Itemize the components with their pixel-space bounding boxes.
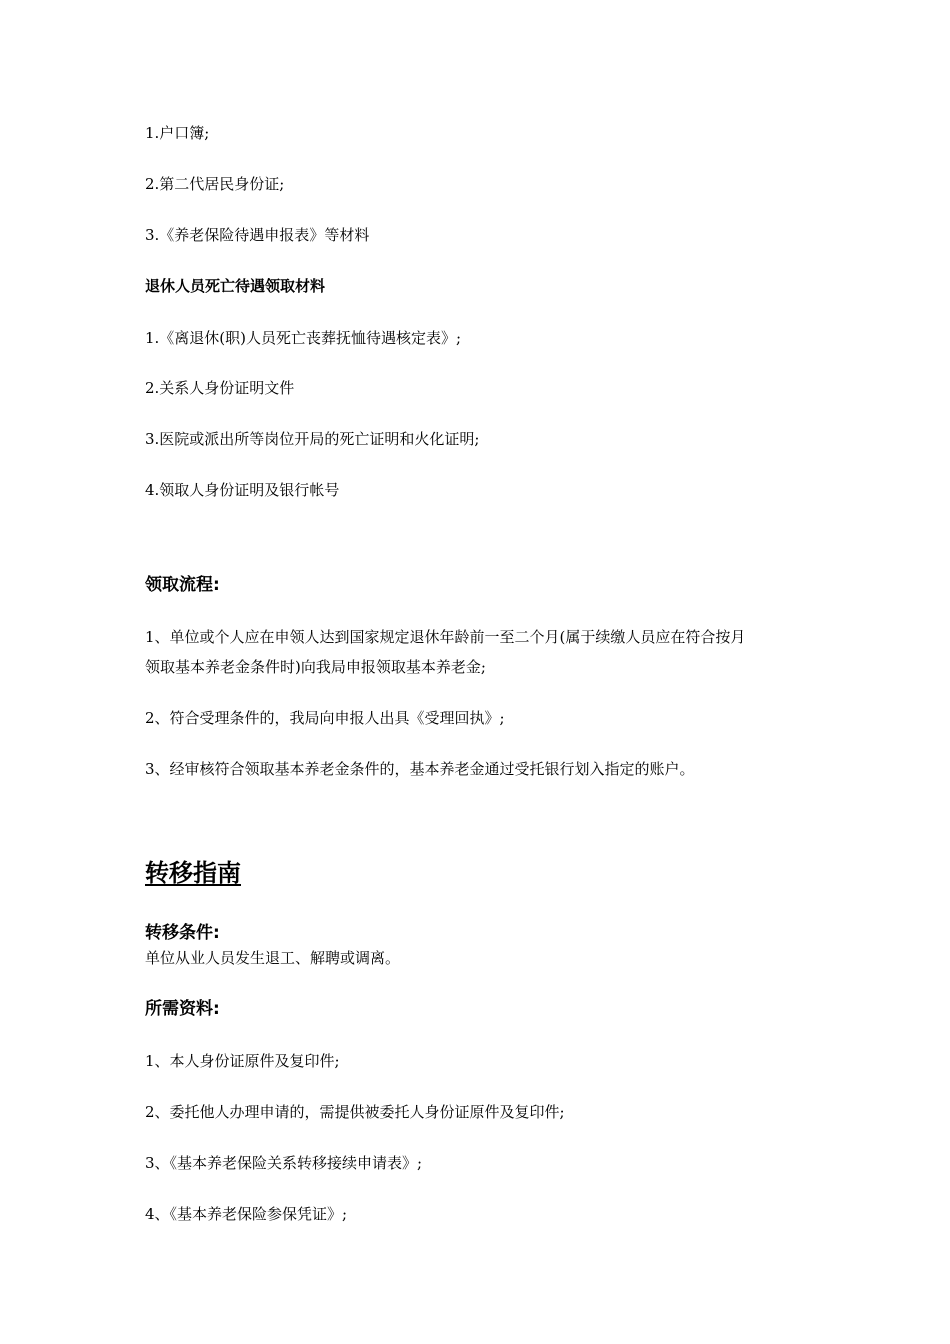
claim-process-step: 3、经审核符合领取基本养老金条件的，基本养老金通过受托银行划入指定的账户。	[145, 760, 695, 778]
pension-material-item: 1.户口簿;	[145, 124, 210, 142]
death-benefits-item: 2.关系人身份证明文件	[145, 379, 295, 397]
death-benefits-item: 3.医院或派出所等岗位开局的死亡证明和火化证明;	[145, 430, 480, 448]
transfer-conditions-heading: 转移条件:	[145, 923, 220, 943]
claim-process-step: 2、符合受理条件的，我局向申报人出具《受理回执》;	[145, 709, 505, 727]
claim-process-heading: 领取流程:	[145, 575, 220, 595]
required-material-item: 4、《基本养老保险参保凭证》;	[145, 1205, 348, 1223]
death-benefits-item: 4.领取人身份证明及银行帐号	[145, 481, 340, 499]
death-benefits-item: 1.《离退休(职)人员死亡丧葬抚恤待遇核定表》;	[145, 329, 462, 347]
required-material-item: 1、本人身份证原件及复印件;	[145, 1052, 340, 1070]
transfer-guide-title: 转移指南	[145, 859, 241, 887]
pension-material-item: 2.第二代居民身份证;	[145, 175, 285, 193]
required-material-item: 2、委托他人办理申请的，需提供被委托人身份证原件及复印件;	[145, 1103, 565, 1121]
claim-process-step: 1、单位或个人应在申领人达到国家规定退休年龄前一至二个月(属于续缴人员应在符合按月	[145, 628, 746, 646]
transfer-conditions-text: 单位从业人员发生退工、解聘或调离。	[145, 949, 401, 967]
pension-material-item: 3.《养老保险待遇申报表》等材料	[145, 226, 370, 244]
required-material-item: 3、《基本养老保险关系转移接续申请表》;	[145, 1154, 423, 1172]
claim-process-step-continued: 领取基本养老金条件时)向我局申报领取基本养老金;	[145, 658, 486, 676]
required-materials-heading: 所需资料:	[145, 999, 220, 1019]
death-benefits-heading: 退休人员死亡待遇领取材料	[145, 277, 326, 295]
